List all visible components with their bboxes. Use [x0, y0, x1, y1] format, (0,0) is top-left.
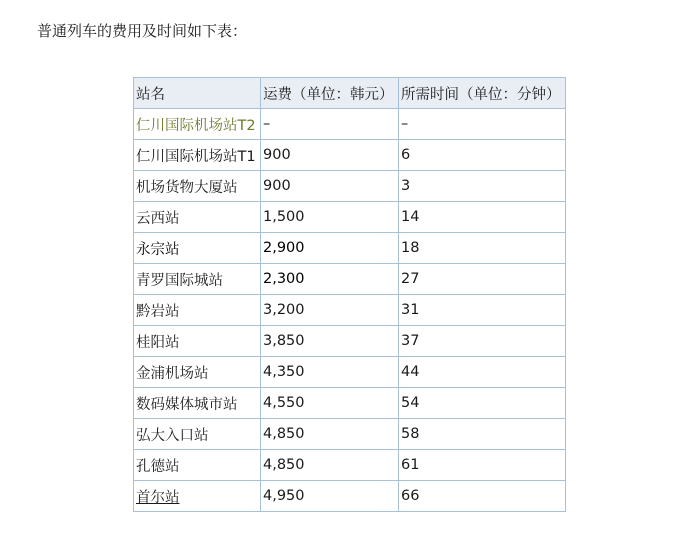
station-cell: 数码媒体城市站: [134, 388, 261, 419]
time-cell: 58: [399, 419, 566, 450]
station-cell: 桂阳站: [134, 326, 261, 357]
time-cell: –: [399, 109, 566, 140]
table-row: [134, 295, 566, 326]
fare-cell: 1,500: [261, 202, 399, 233]
time-cell: 3: [399, 171, 566, 202]
header-time: 所需时间（单位：分钟）: [399, 78, 566, 109]
station-cell: 弘大入口站: [134, 419, 261, 450]
station-cell[interactable]: 仁川国际机场站T2: [134, 109, 261, 140]
time-cell: 37: [399, 326, 566, 357]
table-header-row: [134, 78, 566, 109]
table-row: [134, 233, 566, 264]
station-cell: 黔岩站: [134, 295, 261, 326]
table-row: [134, 326, 566, 357]
station-cell: 金浦机场站: [134, 357, 261, 388]
fare-cell: 900: [261, 140, 399, 171]
station-cell: 机场货物大厦站: [134, 171, 261, 202]
station-cell: 仁川国际机场站T1: [134, 140, 261, 171]
intro-text: 普通列车的费用及时间如下表：: [37, 22, 248, 40]
station-cell: 青罗国际城站: [134, 264, 261, 295]
table-row: [134, 450, 566, 481]
table-row: [134, 388, 566, 419]
table-row: [134, 419, 566, 450]
station-cell[interactable]: 首尔站: [134, 481, 261, 512]
time-cell: 6: [399, 140, 566, 171]
fare-cell: 4,950: [261, 481, 399, 512]
station-cell: 永宗站: [134, 233, 261, 264]
fare-cell: 3,200: [261, 295, 399, 326]
fare-cell: 900: [261, 171, 399, 202]
time-cell: 27: [399, 264, 566, 295]
table-row: [134, 140, 566, 171]
header-station: 站名: [134, 78, 261, 109]
fare-cell: 4,550: [261, 388, 399, 419]
table-row: [134, 171, 566, 202]
table-row: [134, 109, 566, 140]
station-cell: 孔德站: [134, 450, 261, 481]
fare-cell: –: [261, 109, 399, 140]
time-cell: 66: [399, 481, 566, 512]
fare-cell: 2,900: [261, 233, 399, 264]
time-cell: 61: [399, 450, 566, 481]
fare-cell: 3,850: [261, 326, 399, 357]
table-row: [134, 481, 566, 512]
fare-cell: 4,850: [261, 450, 399, 481]
table-row: [134, 264, 566, 295]
header-fare: 运费（单位：韩元）: [261, 78, 399, 109]
time-cell: 14: [399, 202, 566, 233]
time-cell: 54: [399, 388, 566, 419]
time-cell: 31: [399, 295, 566, 326]
fare-cell: 4,850: [261, 419, 399, 450]
time-cell: 18: [399, 233, 566, 264]
table-row: [134, 357, 566, 388]
station-cell: 云西站: [134, 202, 261, 233]
fare-cell: 2,300: [261, 264, 399, 295]
fare-table: [133, 77, 566, 512]
table-row: [134, 202, 566, 233]
fare-cell: 4,350: [261, 357, 399, 388]
time-cell: 44: [399, 357, 566, 388]
